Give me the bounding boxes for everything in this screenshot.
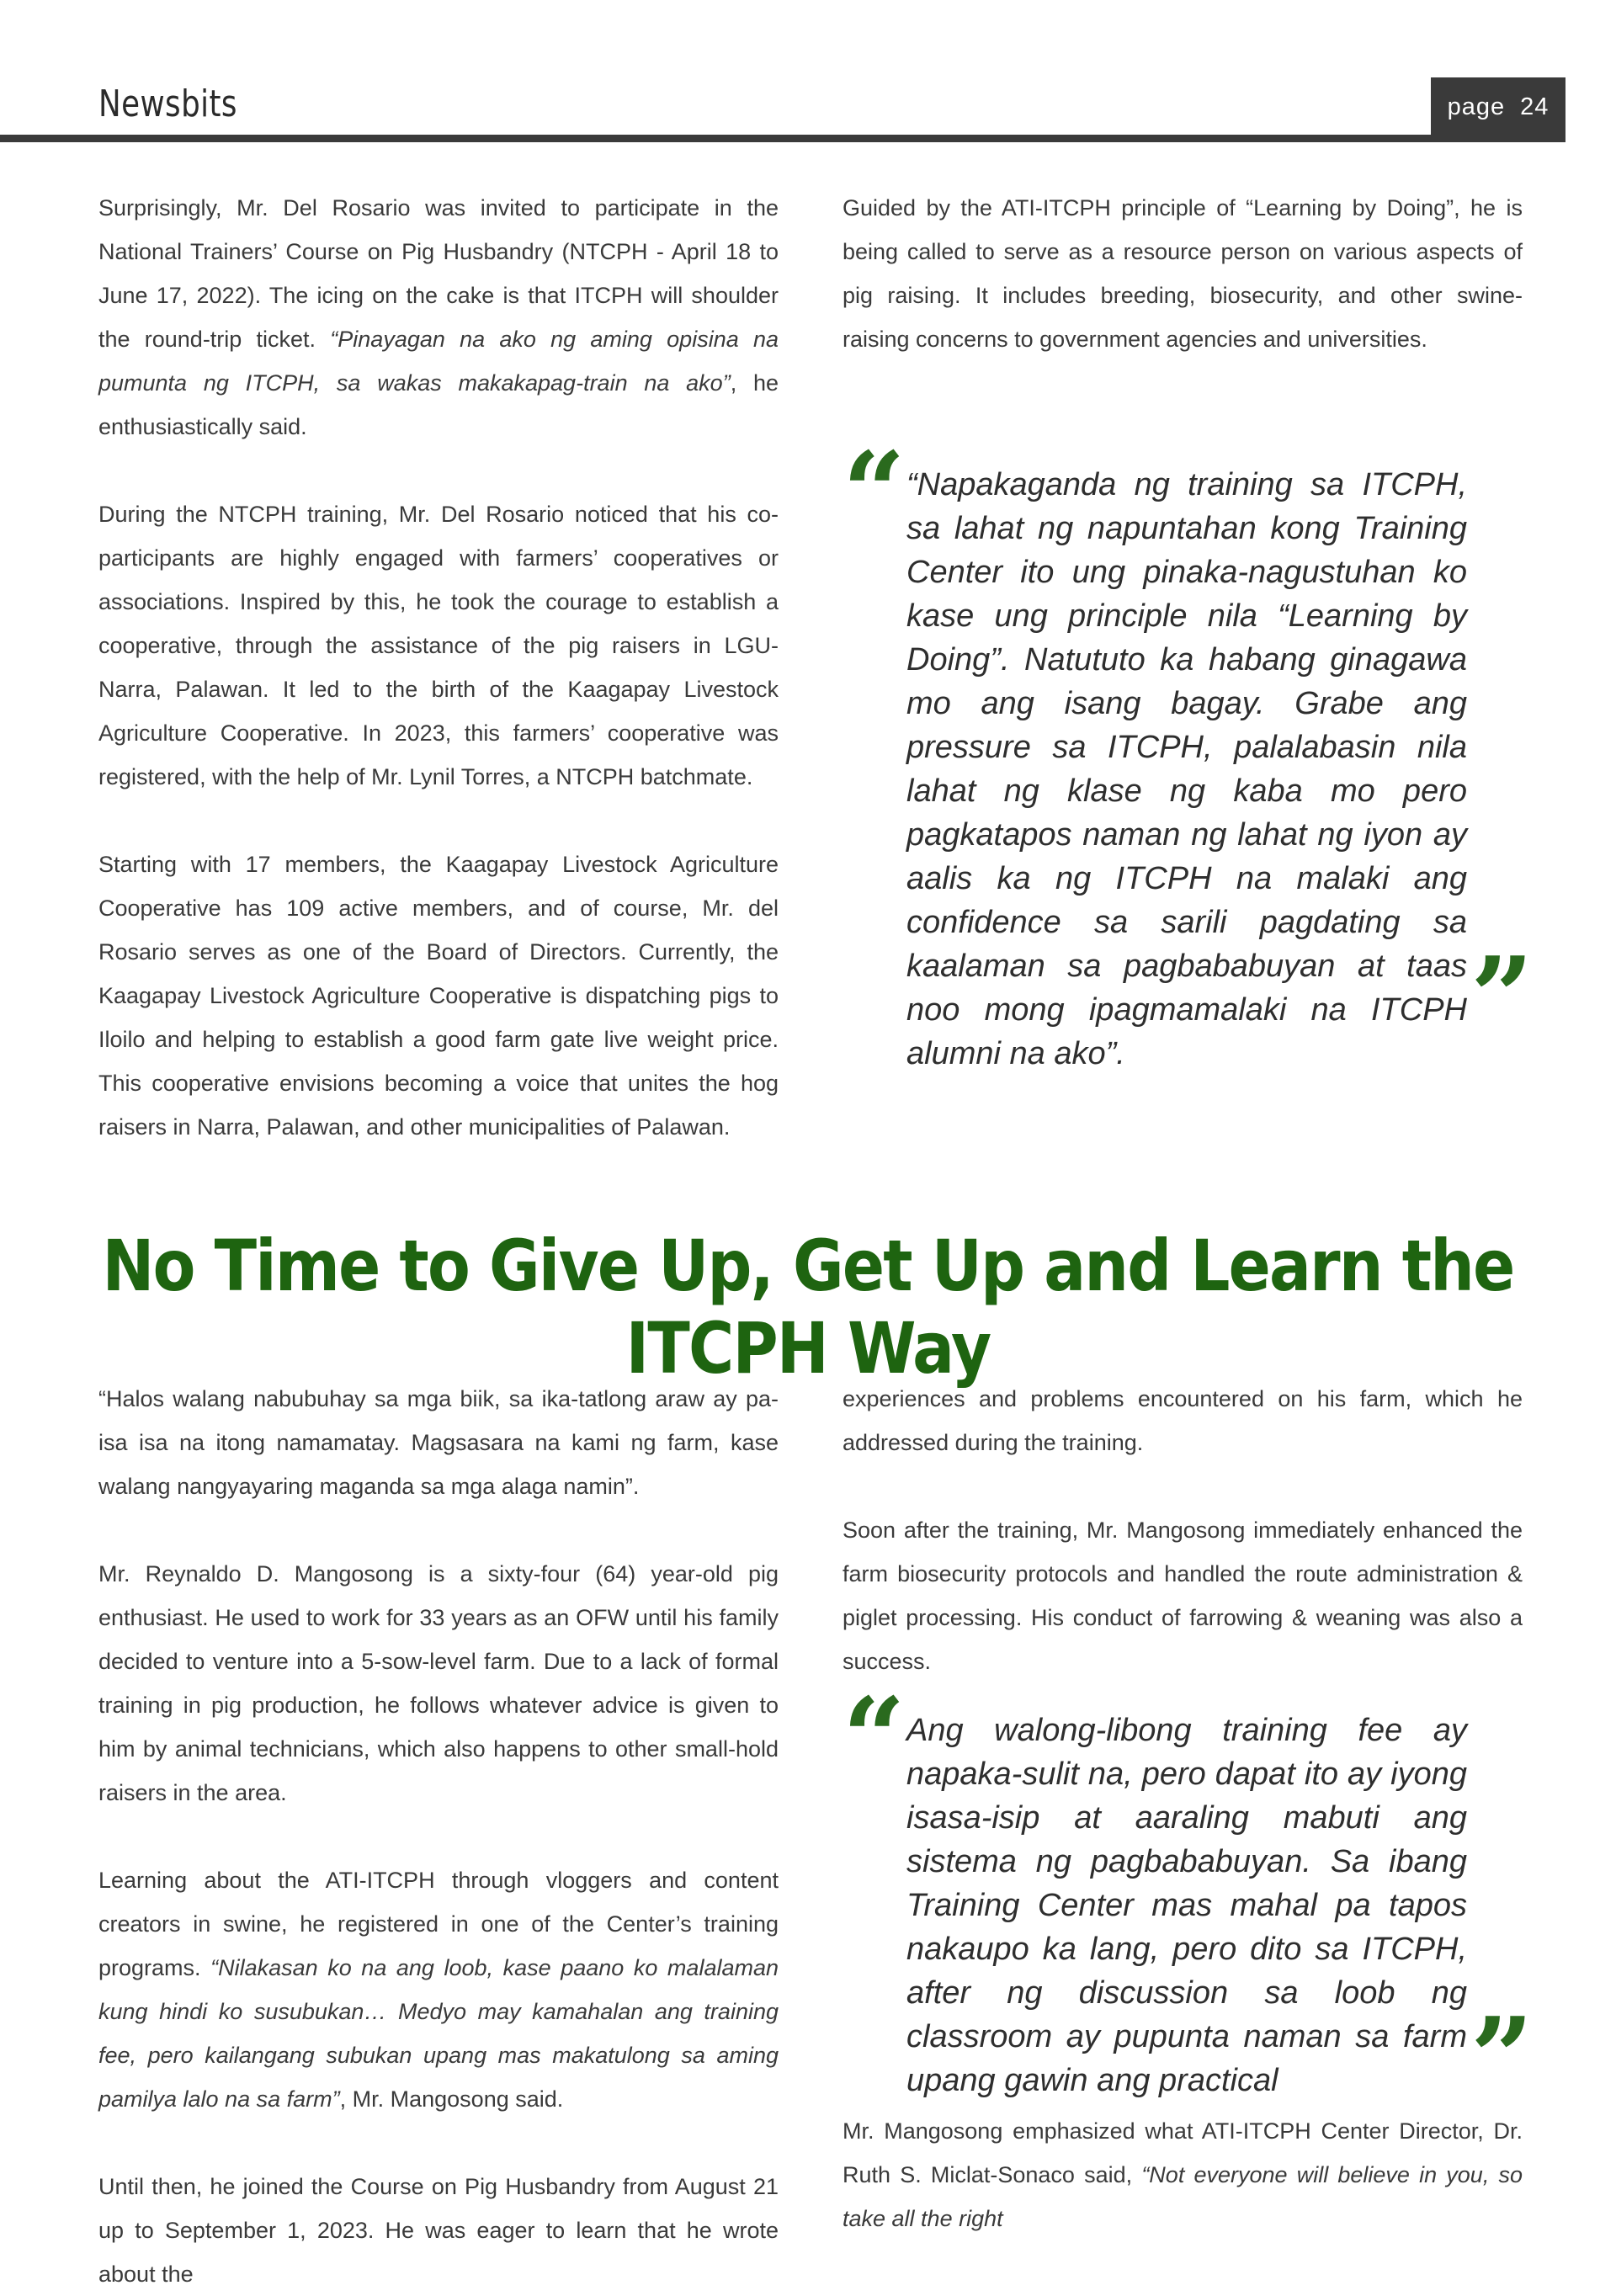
paragraph [843,2109,1523,2240]
text-run: Soon after the training, Mr. Mangosong immediately enhanced the farm biosecurity protocols and handled the route administration & piglet processing. His conduct of farrowing & weaning was also a success. [843,1517,1523,1674]
paragraph [843,186,1523,361]
header-rule [0,135,1566,142]
italic-quote-text: “Not everyone will believe in you, so take all the right [843,2162,1523,2231]
text-run: Guided by the ATI-ITCPH principle of “Learning by Doing”, he is being called to serve as a resource person on various aspects of pig raising. It includes breeding, biosecurity, and other swine-raising concerns to government agencies and universities. [843,195,1523,352]
pull-quote-1 [843,428,1534,1071]
pull-quote-1-text: “Napakaganda ng training sa ITCPH, sa lahat ng napuntahan kong Training Center ito ung pinaka-nagustuhan ko kase ung principle nila “Learning by Doing”. Natututo ka habang ginagawa mo ang isang bagay. Grabe ang pressure sa ITCPH, palalabasin nila lahat ng klase ng kaba mo pero pagkatapos naman ng lahat ng iyon ay aalis ka ng ITCPH na malaki ang confidence sa sarili pagdating sa kaalaman sa pagbababuyan at taas noo mong ipagmamalaki na ITCPH alumni na ako”. [906,467,1467,1071]
article2-right-column [843,1377,1523,1683]
text-run: Surprisingly, Mr. Del Rosario was invited to participate in the National Trainers’ Course on Pig Husbandry (NTCPH - April 18 to June 17, 2022). The icing on the cake is that ITCPH will shoulder the round-trip ticket. [98,195,779,352]
article1-left-column [98,186,779,1149]
article2-closing-paragraph [843,2109,1523,2240]
text-run: Mr. Mangosong emphasized what ATI-ITCPH Center Director, Dr. Ruth S. Miclat-Sonaco said, [843,2118,1523,2187]
paragraph [98,1858,779,2121]
page-label: page [1447,93,1506,120]
pull-quote-2 [843,1673,1534,2122]
open-quote-icon: “ [843,428,906,556]
paragraph [98,1377,779,1508]
paragraph [98,1552,779,1815]
paragraph [98,186,779,449]
text-run: Mr. Reynaldo D. Mangosong is a sixty-four (64) year-old pig enthusiast. He used to work for 33 years as an OFW until his family decided to venture into a 5-sow-level farm. Due to a lack of formal training in pig production, he follows whatever advice is given to him by animal technicians, which also happens to other small-hold raisers in the area. [98,1561,779,1805]
text-run: , Mr. Mangosong said. [339,2086,564,2112]
open-quote-icon: “ [843,1673,906,1802]
paragraph [843,1377,1523,1464]
text-run: “Halos walang nabubuhay sa mga biik, sa ika-tatlong araw ay pa-isa isa na itong namamatay. Magsasara na kami ng farm, kase walang nangyayaring maganda sa mga alaga namin”. [98,1386,779,1499]
page-number-badge [1431,77,1566,136]
text-run: Starting with 17 members, the Kaagapay Livestock Agriculture Cooperative has 109 active members, and of course, Mr. del Rosario serves as one of the Board of Directors. Currently, the Kaagapay Livestock Agriculture Cooperative is dispatching pigs to Iloilo and helping to establish a good farm gate live weight price. This cooperative envisions becoming a voice that unites the hog raisers in Narra, Palawan, and other municipalities of Palawan. [98,852,779,1140]
text-run: experiences and problems encountered on his farm, which he addressed during the training. [843,1386,1523,1455]
text-run: Until then, he joined the Course on Pig Husbandry from August 21 up to September 1, 2023. He was eager to learn that he wrote about the [98,2174,779,2287]
section-label: Newsbits [98,82,237,125]
paragraph [843,1508,1523,1683]
pull-quote-2-text: Ang walong-libong training fee ay napaka-sulit na, pero dapat ito ay iyong isasa-isip at aaraling mabuti ang sistema ng pagbababuyan. Sa ibang Training Center mas mahal pa tapos nakaupo ka lang, pero dito sa ITCPH, after ng discussion sa loob ng classroom ay pupunta naman sa farm upang gawin ang practical [906,1713,1467,2098]
article1-right-column [843,186,1523,361]
article-headline: No Time to Give Up, Get Up and Learn the ITCPH Way [102,1225,1514,1390]
close-quote-icon: ” [1470,933,1534,1061]
text-run: During the NTCPH training, Mr. Del Rosario noticed that his co-participants are highly engaged with farmers’ cooperatives or associations. Inspired by this, he took the courage to establish a cooperative, through the assistance of the pig raisers in LGU-Narra, Palawan. It led to the birth of the Kaagapay Livestock Agriculture Cooperative. In 2023, this farmers’ cooperative was registered, with the help of Mr. Lynil Torres, a NTCPH batchmate. [98,502,779,789]
text-run: , he enthusiastically said. [98,370,779,439]
page-number: 24 [1520,93,1550,120]
italic-quote-text: “Pinayagan na ako ng aming opisina na pumunta ng ITCPH, sa wakas makakapag-train na ako” [98,327,779,396]
page-header [0,0,1616,143]
text-run: Learning about the ATI-ITCPH through vloggers and content creators in swine, he registered in one of the Center’s training programs. [98,1868,779,1980]
paragraph [98,2165,779,2296]
paragraph [98,842,779,1149]
article2-left-column [98,1377,779,2296]
paragraph [98,492,779,799]
italic-quote-text: “Nilakasan ko na ang loob, kase paano ko malalaman kung hindi ko susubukan… Medyo may kamahalan ang training fee, pero kailangang subukan upang mas makatulong sa aming pamilya lalo na sa farm” [98,1955,779,2112]
close-quote-icon: ” [1470,1993,1534,2122]
